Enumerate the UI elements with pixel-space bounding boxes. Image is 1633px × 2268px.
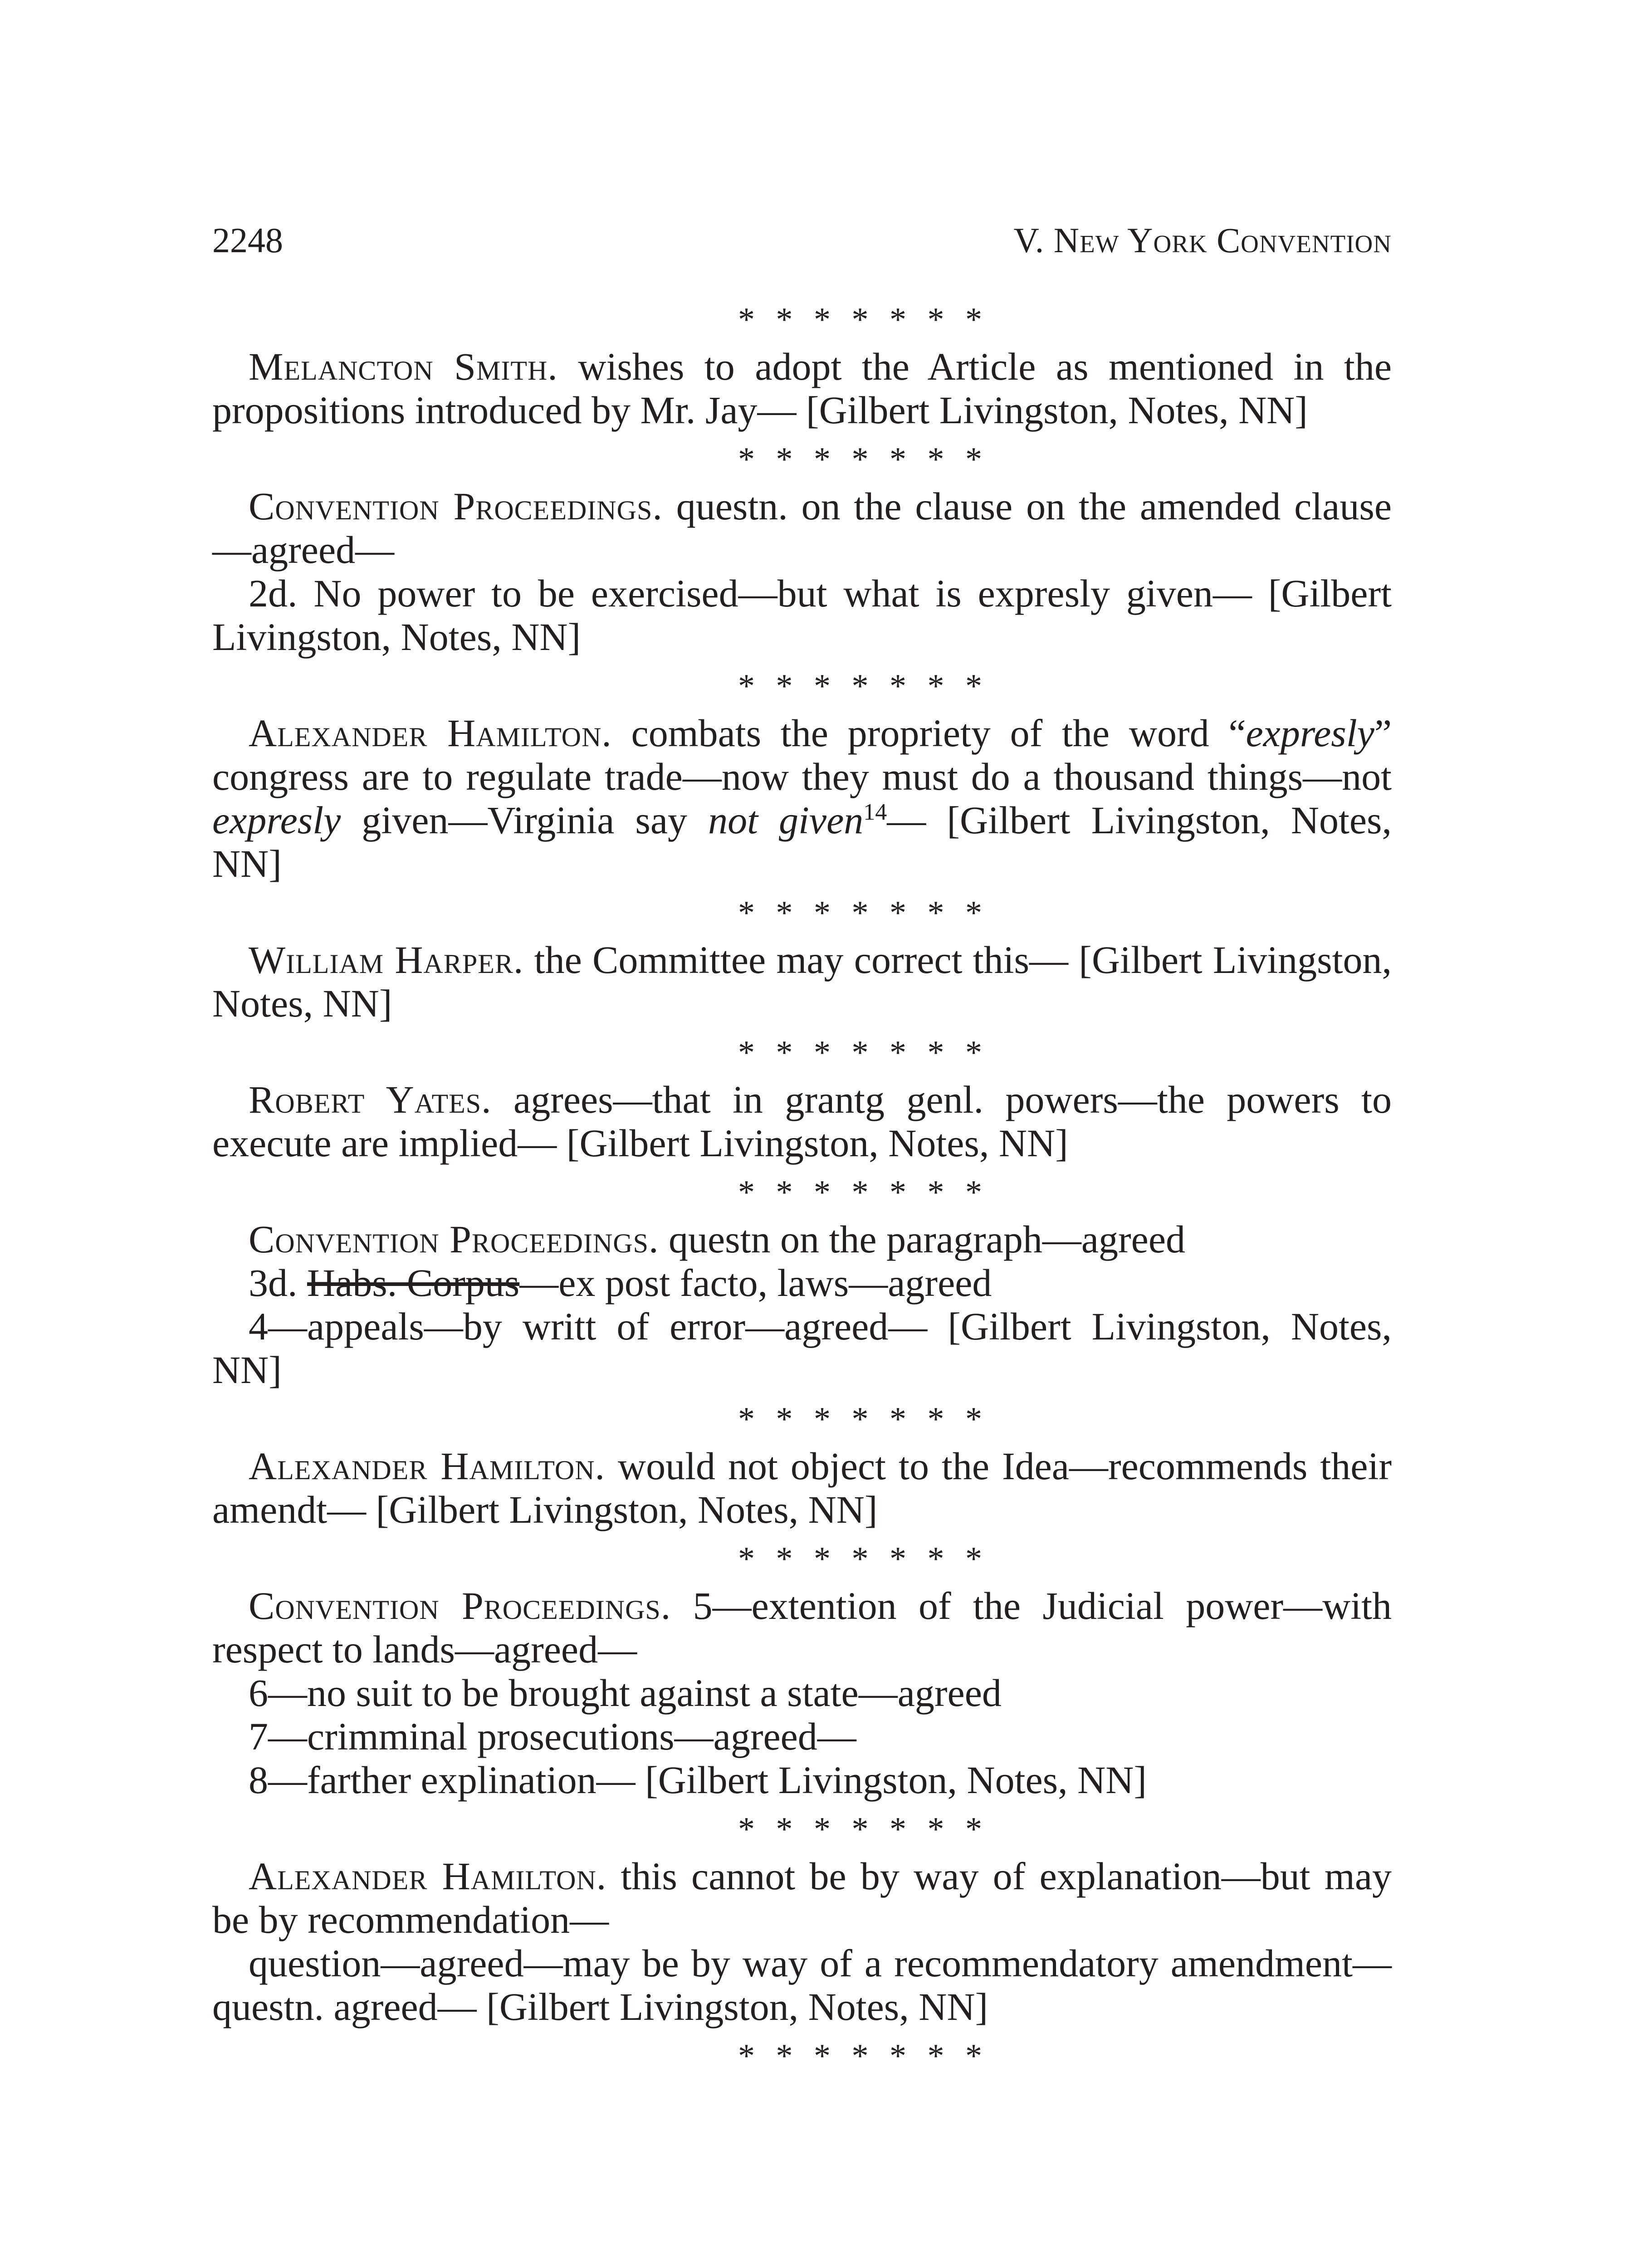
speaker-name: Alexander Hamilton. [249,1444,606,1488]
section-separator: * * * * * * * [738,1034,988,1071]
speaker-name: Convention Proceedings. [249,484,663,528]
entry-text: wishes to adopt the Article as mentioned in the propositions introduced by Mr. Jay— [Gilbert Livingston, Notes, NN] [212,345,1392,432]
entry-text: 5—extention of the Judicial power—with respect to lands—agreed— [212,1584,1392,1671]
entry-text: questn on the paragraph—agreed [668,1217,1186,1261]
entry-convention-proceedings-1 [212,484,1392,659]
entry-alexander-hamilton-3 [212,1854,1392,2028]
entry-alexander-hamilton-2 [212,1444,1392,1531]
entry-william-harper [212,938,1392,1025]
italic-word: expresly [1246,711,1374,755]
page-number: 2248 [212,220,283,260]
section-separator: * * * * * * * [738,894,988,932]
speaker-name: Alexander Hamilton. [249,1854,607,1898]
entry-paragraph [212,938,1392,1025]
entry-paragraph [212,1941,1392,2028]
speaker-name: Convention Proceedings. [249,1217,659,1261]
speaker-name: Alexander Hamilton. [249,711,612,755]
entry-text: questn. on the clause on the amended clause—agreed— [212,484,1392,572]
speaker-name: Convention Proceedings. [249,1584,671,1628]
section-separator: * * * * * * * [738,301,988,338]
entry-text: 3d. [249,1261,307,1305]
footnote-marker: 14 [863,799,887,825]
section-separator: * * * * * * * [738,1811,988,1848]
entry-paragraph [212,1854,1392,1941]
entry-paragraph [212,1584,1392,1671]
running-head: V. New York Convention [1013,220,1392,260]
entry-paragraph [212,484,1392,572]
speaker-name: William Harper. [249,938,524,982]
entry-text: this cannot be by way of explanation—but may be by recommendation— [212,1854,1392,1941]
entry-text: 7—crimminal prosecutions—agreed— [249,1715,856,1758]
entry-text: 8—farther explination— [Gilbert Livingston, Notes, NN] [249,1758,1147,1802]
italic-word: expresly [212,798,341,842]
struck-text: Habs. Corpus [307,1261,520,1305]
entry-paragraph [212,345,1392,432]
italic-phrase: not given [708,798,864,842]
entry-text: ” congress are to regulate trade—now they must do a thousand things—not [212,711,1392,798]
entry-convention-proceedings-2 [212,1217,1392,1392]
entry-robert-yates [212,1078,1392,1165]
entry-paragraph [212,1261,1392,1305]
entry-paragraph [212,1758,1392,1802]
entry-convention-proceedings-3 [212,1584,1392,1802]
entry-paragraph [212,1305,1392,1392]
section-separator: * * * * * * * [738,668,988,705]
speaker-name: Robert Yates. [249,1078,492,1121]
entry-text: would not object to the Idea—recommends their amendt— [Gilbert Livingston, Notes, NN] [212,1444,1392,1531]
section-separator: * * * * * * * [738,2038,988,2075]
entry-text: combats the propriety of the word “ [631,711,1246,755]
entry-text: —ex post facto, laws—agreed [519,1261,992,1305]
entry-paragraph [212,1444,1392,1531]
entry-text: 2d. No power to be exercised—but what is expresly given— [Gilbert Livingston, Notes, NN] [212,572,1392,659]
entry-text: 6—no suit to be brought against a state—agreed [249,1671,1002,1715]
entry-paragraph [212,1217,1392,1261]
entry-paragraph [212,1671,1392,1715]
entry-text: 4—appeals—by writt of error—agreed— [Gilbert Livingston, Notes, NN] [212,1305,1392,1392]
section-separator: * * * * * * * [738,1174,988,1211]
entry-paragraph [212,572,1392,659]
entry-text: — [Gilbert Livingston, Notes, NN] [212,798,1392,885]
entry-text: agrees—that in grantg genl. powers—the powers to execute are implied— [Gilbert Livingston, Notes, NN] [212,1078,1392,1165]
entry-melancton-smith [212,345,1392,432]
entry-alexander-hamilton-1 [212,711,1392,885]
entry-text: given—Virginia say [341,798,709,842]
entry-text: the Committee may correct this— [Gilbert Livingston, Notes, NN] [212,938,1392,1025]
document-body [212,295,1392,2081]
entry-paragraph [212,1078,1392,1165]
speaker-name: Melancton Smith. [249,345,558,388]
entry-paragraph [212,711,1392,885]
page-header [212,218,1392,263]
section-separator: * * * * * * * [738,1401,988,1438]
section-separator: * * * * * * * [738,1540,988,1578]
entry-paragraph [212,1715,1392,1758]
entry-text: question—agreed—may be by way of a recommendatory amendment—questn. agreed— [Gilbert Livingston, Notes, NN] [212,1941,1392,2028]
section-separator: * * * * * * * [738,441,988,478]
